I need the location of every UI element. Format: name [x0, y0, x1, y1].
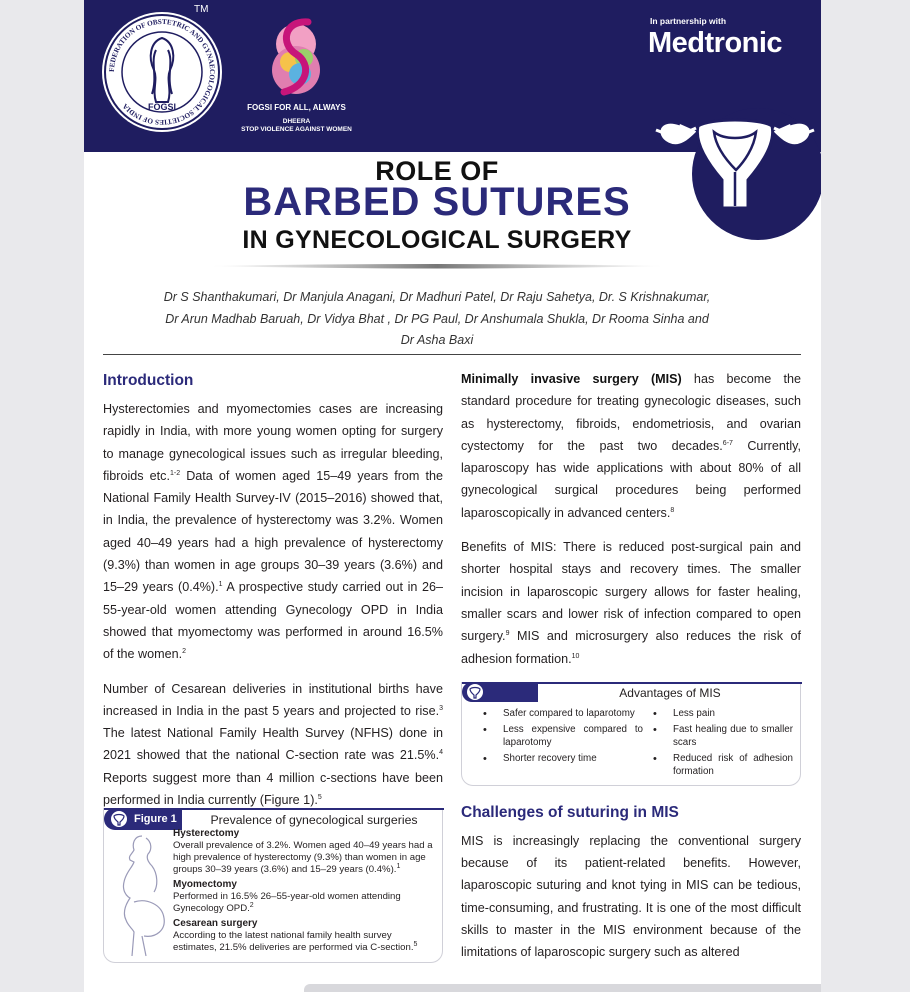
dheera-name: DHEERA	[282, 118, 311, 125]
figure-body	[173, 828, 438, 954]
authors-line: Dr Arun Madhab Baruah, Dr Vidya Bhat , Dr PG Paul, Dr Anshumala Shukla, Dr Rooma Sinha and	[165, 311, 709, 326]
title-line-3: IN GYNECOLOGICAL SURGERY	[242, 226, 632, 254]
myomectomy-text: Performed in 16.5% 26–55-year-old women attending Gynecology OPD.$^2$	[173, 891, 401, 914]
advantages-icon-tab	[462, 682, 538, 702]
title-line-1: ROLE OF	[375, 156, 499, 186]
trademark-symbol: TM	[194, 4, 209, 15]
partnership-label: In partnership with	[650, 16, 727, 26]
footer-bar	[304, 984, 821, 992]
fogsi-mark-text: FOGSI	[147, 102, 177, 112]
hysterectomy-text: Overall prevalence of 3.2%. Women aged 40–49 years had a high prevalence of hysterectomy (9.3%) than women in age groups 30–39 years (3.6%) and 15–29 years (0.4%).$^1$	[173, 840, 433, 875]
figure-1	[103, 808, 443, 963]
uterus-small-icon	[110, 811, 128, 827]
dheera-tagline	[234, 118, 359, 134]
fogsi-logo	[100, 10, 224, 134]
list-item: • Safer compared to laparotomy	[503, 708, 643, 721]
challenges-heading: Challenges of suturing in MIS	[461, 803, 679, 821]
authors-line: Dr Asha Baxi	[400, 333, 474, 347]
authors-line: Dr S Shanthakumari, Dr Manjula Anagani, Dr Madhuri Patel, Dr Raju Sahetya, Dr. S Krishnakumar,	[163, 290, 711, 304]
fogsi-slogan: FOGSI FOR ALL, ALWAYS	[247, 103, 346, 112]
list-item: • Shorter recovery time	[503, 753, 643, 766]
list-item: • Less expensive compared to laparotomy	[503, 724, 643, 749]
benefits-paragraph: Benefits of MIS: There is reduced post-surgical pain and shorter hospital stays and recovery times. The smaller incision in laparoscopic surgery allows for faster healing, smaller scars and lower risk of infection compared to open surgery.$^9$ MIS and microsurgery also reduces the risk of adhesion formation.$^{10}$	[461, 540, 801, 666]
hysterectomy-heading: Hysterectomy	[173, 828, 240, 839]
intro-paragraph-1: Hysterectomies and myomectomies cases are increasing rapidly in India, with more young women opting for surgery to manage gynecological issues such as irregular bleeding, fibroids etc.$^{1-2}$ Data of women aged 15–49 years from the National Family Health Survey-IV (2015–2016) showed that, in India, the prevalence of hysterectomy was 3.2%. Women aged 40–49 years had a high prevalence of hysterectomy (9.3%) than women in age groups 30–39 years (3.6%) and 15–29 years (0.4%).$^1$ A prospective study carried out in 26–55-year-old women attending Gynecology OPD in India showed that myomectomy was performed in around 16.5% of the women.$^2$	[103, 402, 444, 662]
list-item: • Fast healing due to smaller scars	[673, 724, 793, 749]
cesarean-heading: Cesarean surgery	[173, 918, 258, 929]
figure-label: Figure 1	[104, 808, 182, 830]
left-column	[103, 368, 443, 823]
challenges-paragraph: MIS is increasingly replacing the conventional surgery because of its patient-related benefits. However, laparoscopic suturing and knot tying in MIS can be tedious, time-consuming, and frustrating. It is one of the most difficult skills to master in the MIS environment because of the limitations of laparoscopic surgery such as altered	[461, 833, 801, 960]
myomectomy-heading: Myomectomy	[173, 879, 237, 890]
advantages-list-left	[503, 708, 643, 770]
list-item: • Reduced risk of adhesion formation	[673, 753, 793, 778]
uterus-small-icon	[466, 684, 484, 700]
advantages-header	[462, 682, 802, 702]
fogsi-ring-text: FEDERATION OF OBSTETRIC AND GYNAECOLOGICAL SOCIETIES OF INDIA	[107, 17, 217, 127]
dheera-logo-mark	[256, 14, 336, 100]
divider	[103, 354, 801, 355]
advantages-box	[461, 682, 801, 786]
title-line-2: BARBED SUTURES	[243, 180, 631, 224]
document-page	[84, 0, 821, 992]
right-column	[461, 368, 801, 976]
intro-paragraph-2: Number of Cesarean deliveries in institutional births have increased in India in the past 5 years and projected to rise.$^3$ The latest National Family Health Survey (NFHS) done in 2021 showed that the national C-section rate was 21.5%.$^4$ Reports suggest more than 4 million c-sections have been performed in India currently (Figure 1).$^5$	[103, 681, 443, 808]
medtronic-logo: Medtronic	[648, 27, 783, 59]
title-underline	[209, 262, 665, 272]
dheera-subtitle: STOP VIOLENCE AGAINST WOMEN	[241, 126, 352, 133]
figure-header	[104, 808, 444, 827]
advantages-list-right	[673, 708, 793, 783]
advantages-title: Advantages of MIS	[619, 685, 721, 700]
mis-paragraph: Minimally invasive surgery (MIS) has become the standard procedure for treating gynecologic diseases, such as hysterectomy, fibroids, endometriosis, and ovarian cystectomy for the past two decades.$^{6-7}$ Currently, laparoscopy has wide applications with about 80% of all gynecological surgical procedures being performed laparoscopically in advanced centers.$^8$	[461, 372, 801, 520]
list-item: • Less pain	[673, 708, 793, 721]
pregnant-woman-icon	[112, 832, 172, 958]
author-list	[144, 287, 730, 352]
figure-title: Prevalence of gynecological surgeries	[210, 813, 418, 827]
introduction-heading: Introduction	[103, 372, 194, 389]
cesarean-text: According to the latest national family health survey estimates, 21.5% deliveries are performed via C-section.$^5$	[173, 930, 418, 953]
